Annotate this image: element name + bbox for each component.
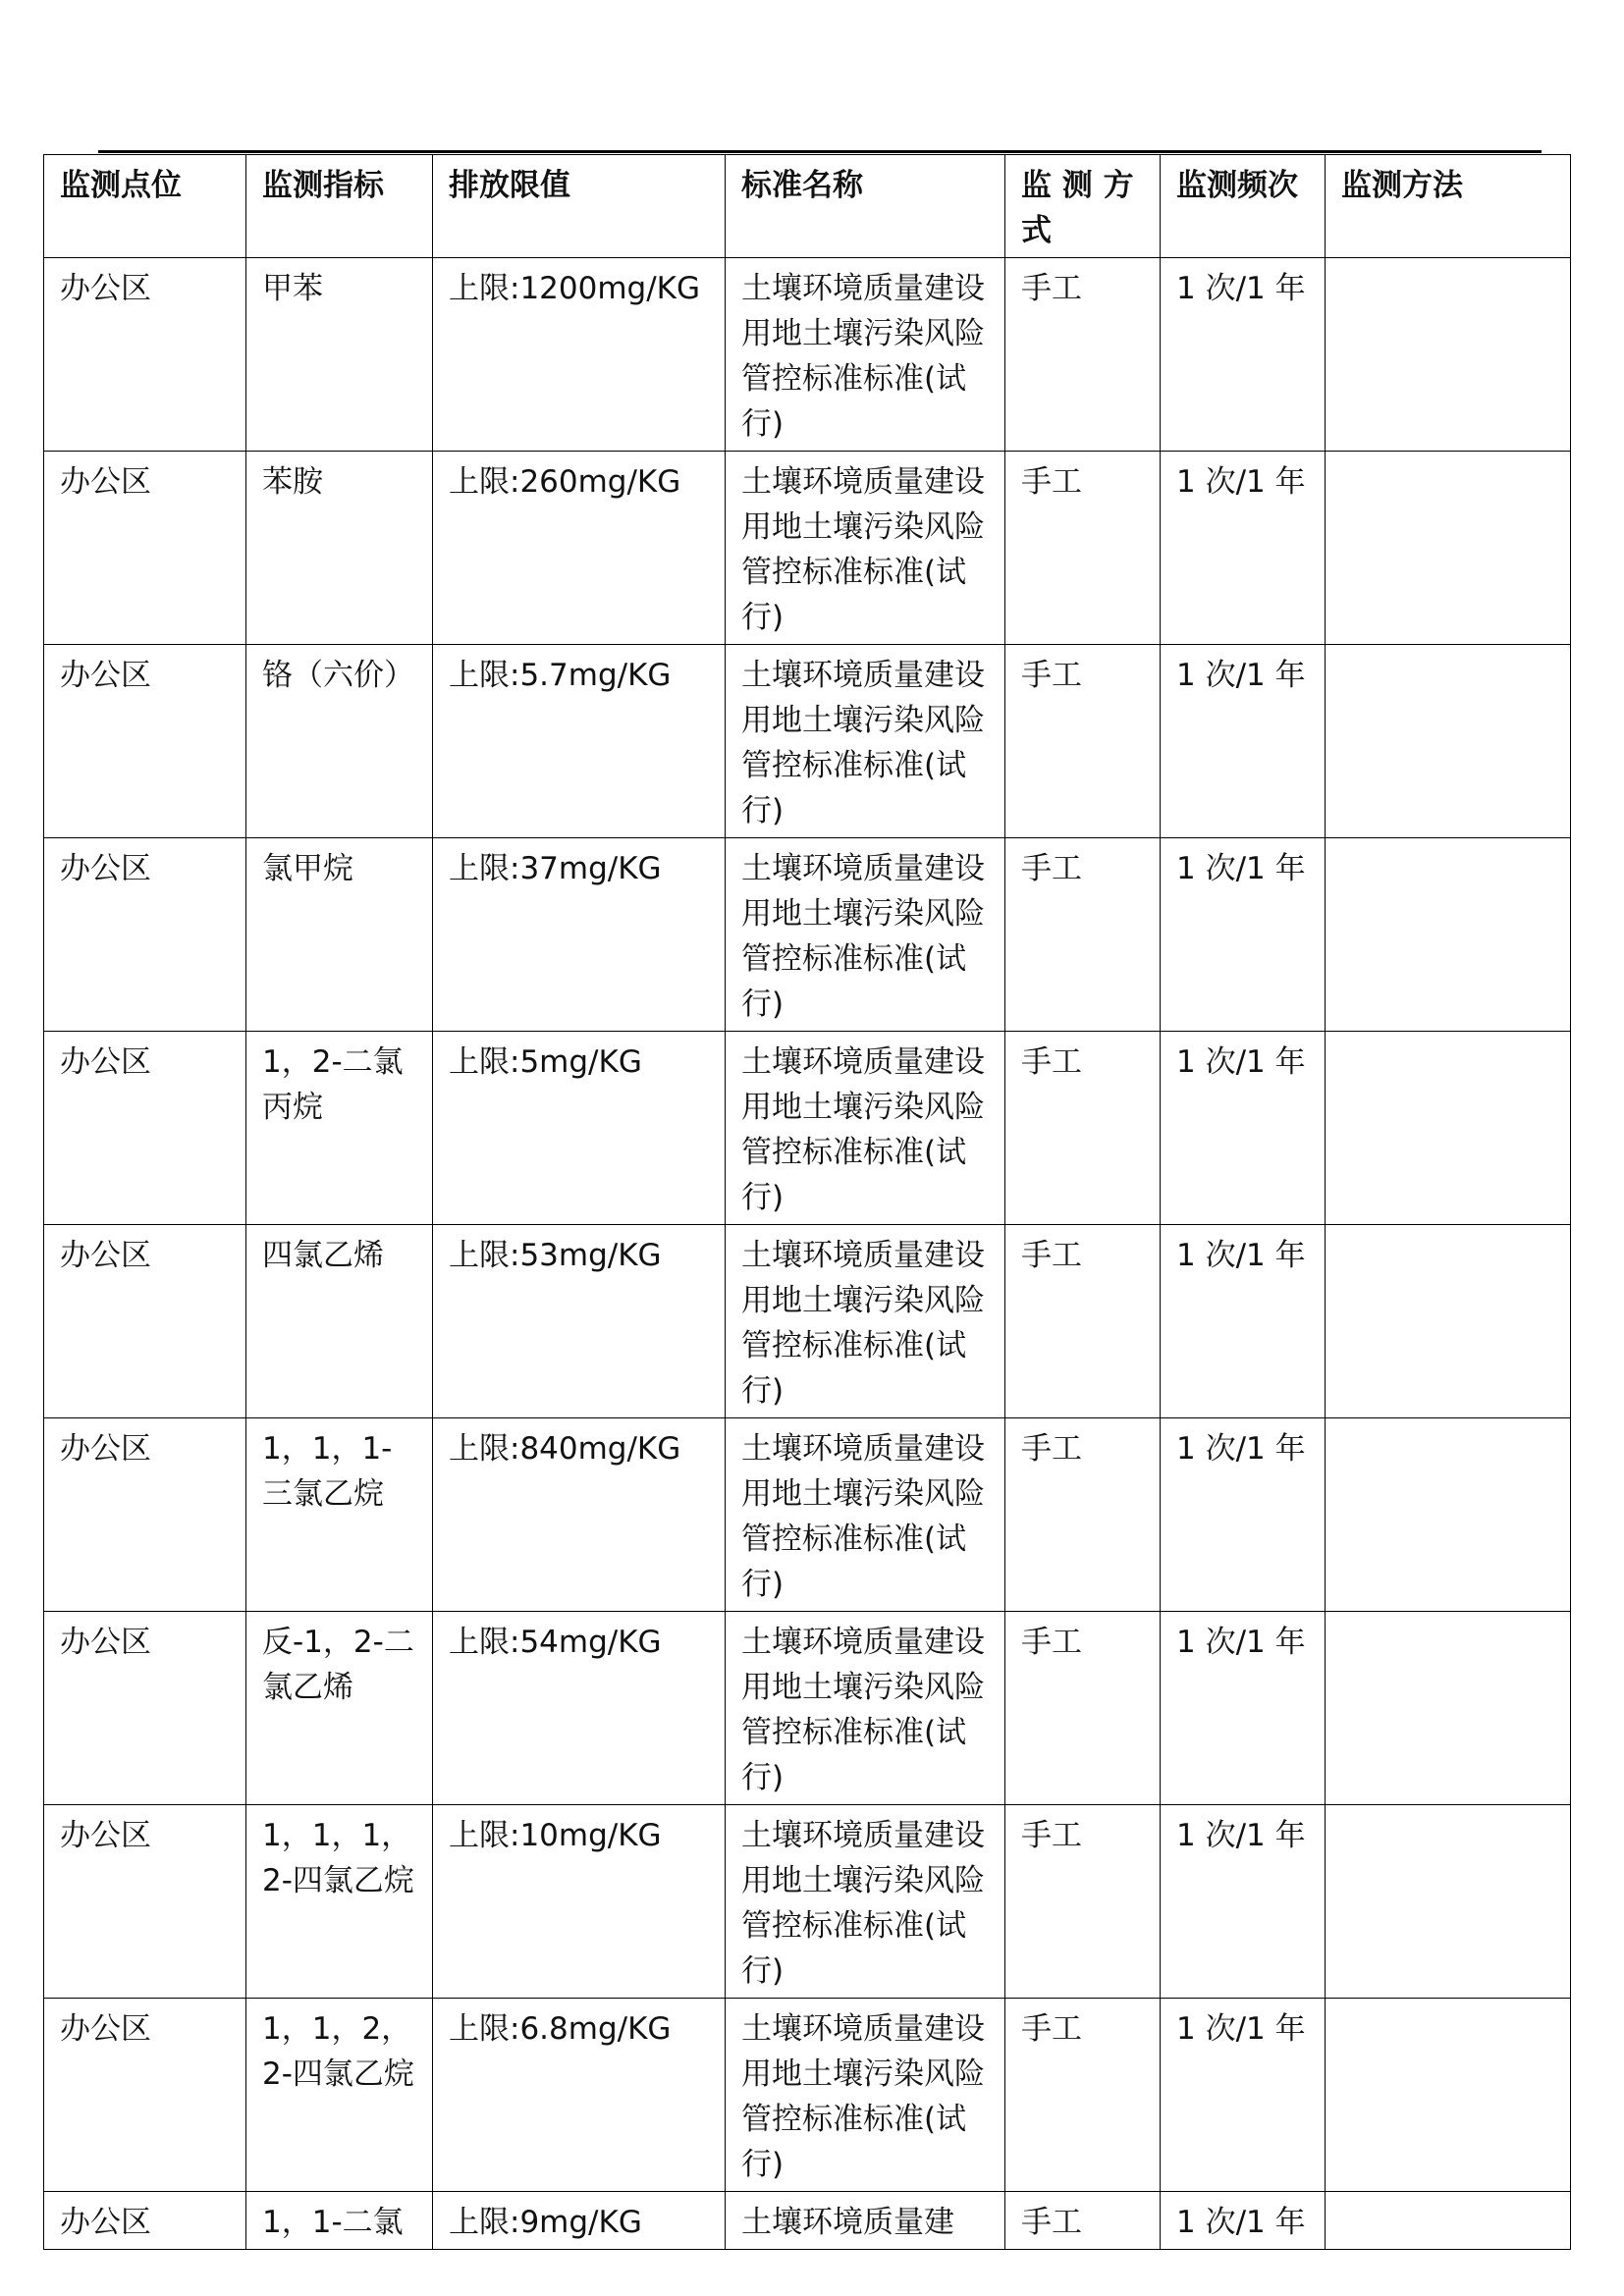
cell-frequency: 1 次/1 年 [1161,258,1326,452]
cell-mode: 手工 [1005,838,1161,1032]
cell-standard: 土壤环境质量建设用地土壤污染风险管控标准标准(试行) [726,1805,1005,1999]
cell-limit: 上限:5mg/KG [433,1032,726,1225]
cell-standard: 土壤环境质量建设用地土壤污染风险管控标准标准(试行) [726,645,1005,838]
cell-method [1326,1032,1571,1225]
table-row [44,838,1571,1032]
cell-frequency: 1 次/1 年 [1161,1999,1326,2192]
cell-standard: 土壤环境质量建设用地土壤污染风险管控标准标准(试行) [726,258,1005,452]
cell-standard: 土壤环境质量建设用地土壤污染风险管控标准标准(试行) [726,1999,1005,2192]
cell-site: 办公区 [44,1418,246,1612]
header-limit: 排放限值 [433,155,726,258]
cell-site: 办公区 [44,1612,246,1805]
cell-site: 办公区 [44,645,246,838]
cell-standard: 土壤环境质量建设用地土壤污染风险管控标准标准(试行) [726,452,1005,645]
table-row [44,452,1571,645]
cell-site: 办公区 [44,2192,246,2250]
cell-method [1326,1612,1571,1805]
cell-method [1326,452,1571,645]
cell-method [1326,2192,1571,2250]
cell-limit: 上限:54mg/KG [433,1612,726,1805]
cell-limit: 上限:1200mg/KG [433,258,726,452]
top-rule [98,150,1542,153]
header-row [44,155,1571,258]
cell-indicator: 甲苯 [246,258,433,452]
cell-method [1326,838,1571,1032]
cell-method [1326,1999,1571,2192]
cell-standard: 土壤环境质量建设用地土壤污染风险管控标准标准(试行) [726,1418,1005,1612]
cell-indicator: 1，1，2，2-四氯乙烷 [246,1999,433,2192]
cell-indicator: 反-1，2-二氯乙烯 [246,1612,433,1805]
cell-mode: 手工 [1005,1418,1161,1612]
header-mode: 监 测 方式 [1005,155,1161,258]
cell-frequency: 1 次/1 年 [1161,1612,1326,1805]
cell-indicator: 苯胺 [246,452,433,645]
cell-mode: 手工 [1005,645,1161,838]
header-site: 监测点位 [44,155,246,258]
cell-method [1326,258,1571,452]
cell-site: 办公区 [44,1032,246,1225]
cell-method [1326,1225,1571,1418]
monitoring-table [43,154,1571,2250]
cell-standard: 土壤环境质量建设用地土壤污染风险管控标准标准(试行) [726,1612,1005,1805]
cell-limit: 上限:260mg/KG [433,452,726,645]
cell-standard: 土壤环境质量建设用地土壤污染风险管控标准标准(试行) [726,1225,1005,1418]
cell-indicator: 1，1，1-三氯乙烷 [246,1418,433,1612]
cell-mode: 手工 [1005,2192,1161,2250]
table-row [44,2192,1571,2250]
cell-limit: 上限:37mg/KG [433,838,726,1032]
cell-frequency: 1 次/1 年 [1161,1032,1326,1225]
cell-site: 办公区 [44,452,246,645]
cell-mode: 手工 [1005,452,1161,645]
cell-indicator: 铬（六价） [246,645,433,838]
header-standard: 标准名称 [726,155,1005,258]
cell-mode: 手工 [1005,1999,1161,2192]
cell-mode: 手工 [1005,258,1161,452]
cell-limit: 上限:5.7mg/KG [433,645,726,838]
cell-site: 办公区 [44,1225,246,1418]
cell-indicator: 1，2-二氯丙烷 [246,1032,433,1225]
table-row [44,1032,1571,1225]
header-frequency: 监测频次 [1161,155,1326,258]
cell-frequency: 1 次/1 年 [1161,838,1326,1032]
cell-method [1326,1418,1571,1612]
cell-mode: 手工 [1005,1225,1161,1418]
cell-indicator: 1，1，1，2-四氯乙烷 [246,1805,433,1999]
header-method: 监测方法 [1326,155,1571,258]
cell-method [1326,1805,1571,1999]
table-row [44,1225,1571,1418]
table-body [44,258,1571,2250]
cell-frequency: 1 次/1 年 [1161,452,1326,645]
cell-indicator: 四氯乙烯 [246,1225,433,1418]
table-row [44,258,1571,452]
cell-site: 办公区 [44,1805,246,1999]
cell-site: 办公区 [44,1999,246,2192]
cell-limit: 上限:10mg/KG [433,1805,726,1999]
cell-site: 办公区 [44,258,246,452]
cell-indicator: 1，1-二氯 [246,2192,433,2250]
cell-method [1326,645,1571,838]
cell-frequency: 1 次/1 年 [1161,1418,1326,1612]
cell-limit: 上限:53mg/KG [433,1225,726,1418]
cell-frequency: 1 次/1 年 [1161,645,1326,838]
cell-site: 办公区 [44,838,246,1032]
cell-standard: 土壤环境质量建 [726,2192,1005,2250]
cell-indicator: 氯甲烷 [246,838,433,1032]
cell-frequency: 1 次/1 年 [1161,1805,1326,1999]
header-indicator: 监测指标 [246,155,433,258]
cell-limit: 上限:9mg/KG [433,2192,726,2250]
cell-frequency: 1 次/1 年 [1161,1225,1326,1418]
cell-mode: 手工 [1005,1805,1161,1999]
table-row [44,1805,1571,1999]
table-row [44,1612,1571,1805]
cell-mode: 手工 [1005,1612,1161,1805]
table-row [44,1999,1571,2192]
table-row [44,1418,1571,1612]
cell-standard: 土壤环境质量建设用地土壤污染风险管控标准标准(试行) [726,1032,1005,1225]
cell-mode: 手工 [1005,1032,1161,1225]
cell-frequency: 1 次/1 年 [1161,2192,1326,2250]
table-row [44,645,1571,838]
cell-limit: 上限:840mg/KG [433,1418,726,1612]
cell-limit: 上限:6.8mg/KG [433,1999,726,2192]
cell-standard: 土壤环境质量建设用地土壤污染风险管控标准标准(试行) [726,838,1005,1032]
